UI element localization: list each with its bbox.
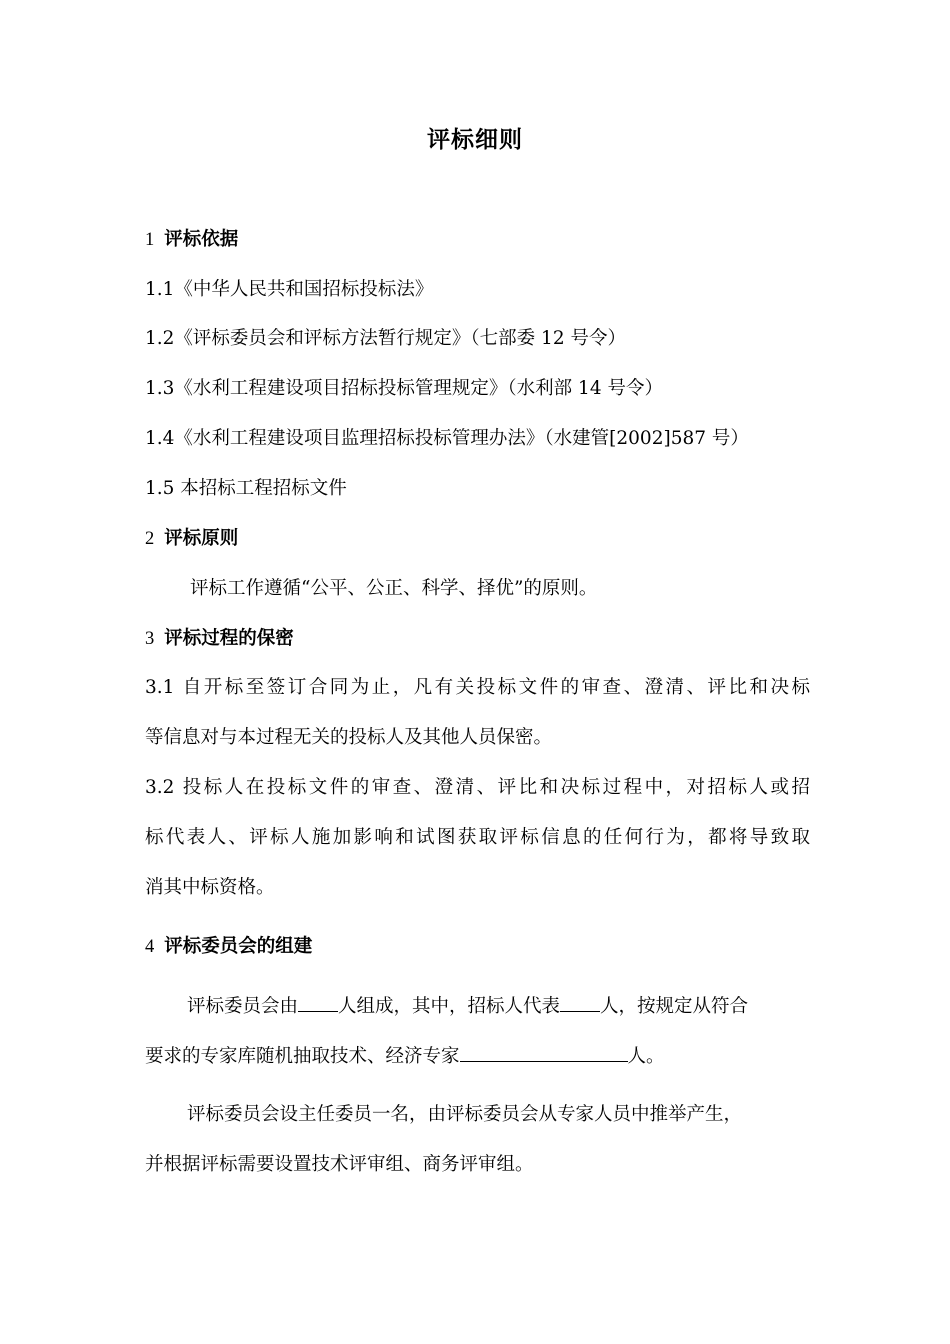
confidentiality-3-1-line-1: 3.1 自开标至签订合同为止，凡有关投标文件的审查、澄清、评比和决标 (145, 677, 810, 698)
text-segment: 人，按规定从符合 (600, 996, 749, 1017)
committee-para-2-line-2: 并根据评标需要设置技术评审组、商务评审组。 (145, 1154, 534, 1175)
confidentiality-3-2-line-1: 3.2 投标人在投标文件的审查、澄清、评比和决标过程中，对招标人或招 (145, 777, 810, 798)
basis-item-1: 1.1《中华人民共和国招标投标法》 (145, 279, 434, 300)
section-4-heading (145, 932, 810, 962)
committee-para-1-line-2 (145, 1041, 810, 1072)
document-title: 评标细则 (427, 127, 523, 153)
section-heading-text: 评标原则 (164, 528, 239, 549)
section-1-heading (145, 225, 810, 255)
blank-tenderer-representatives (560, 991, 600, 1012)
text-segment: 评标委员会由 (187, 996, 299, 1017)
confidentiality-3-2-line-2: 标代表人、评标人施加影响和试图获取评标信息的任何行为，都将导致取 (145, 827, 810, 848)
blank-expert-count (460, 1041, 628, 1062)
confidentiality-3-2-line-3: 消其中标资格。 (145, 877, 275, 898)
text-segment: 人。 (627, 1046, 665, 1067)
text-segment: 人组成，其中，招标人代表 (338, 996, 561, 1017)
basis-item-2: 1.2《评标委员会和评标方法暂行规定》（七部委 12 号令） (145, 328, 626, 349)
section-heading-text: 评标过程的保密 (164, 628, 294, 649)
basis-item-5: 1.5 本招标工程招标文件 (145, 478, 347, 499)
principle-text: 评标工作遵循“公平、公正、科学、择优”的原则。 (190, 578, 598, 599)
basis-item-4: 1.4《水利工程建设项目监理招标投标管理办法》（水建管[2002]587 号） (145, 428, 749, 449)
section-heading-text: 评标委员会的组建 (164, 936, 313, 957)
section-heading-text: 评标依据 (164, 229, 239, 250)
confidentiality-3-1-line-2: 等信息对与本过程无关的投标人及其他人员保密。 (145, 727, 553, 748)
basis-item-3: 1.3《水利工程建设项目招标投标管理规定》（水利部 14 号令） (145, 378, 663, 399)
section-2-heading (145, 524, 810, 554)
text-segment: 要求的专家库随机抽取技术、经济专家 (145, 1046, 460, 1067)
section-number: 2 (145, 529, 155, 549)
committee-para-2-line-1: 评标委员会设主任委员一名，由评标委员会从专家人员中推举产生， (187, 1104, 743, 1125)
section-number: 1 (145, 230, 155, 250)
blank-total-members (298, 991, 338, 1012)
committee-para-1-line-1 (145, 991, 810, 1022)
section-number: 4 (145, 937, 155, 957)
section-number: 3 (145, 629, 155, 649)
section-3-heading (145, 624, 810, 654)
